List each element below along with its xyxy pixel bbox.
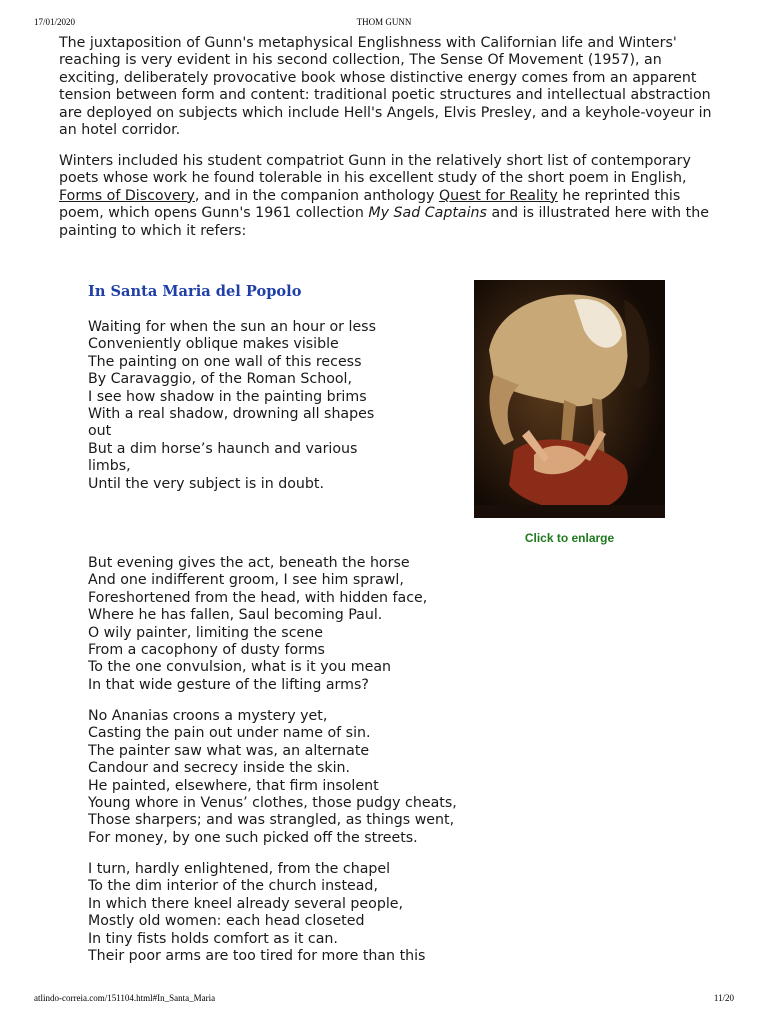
- poem-stanza-2: But evening gives the act, beneath the horse And one indifferent groom, I see him sprawl, Foreshortened from the head, with hidden face, Where he has fallen, Saul becoming Paul. O wily painter, limiting the scene From a cacophony of dusty forms To the one convulsion, what is it you mean In that wide gesture of the lifting arms?: [88, 555, 428, 693]
- quest-for-reality-link[interactable]: Quest for Reality: [438, 187, 558, 204]
- forms-of-discovery-link[interactable]: Forms of Discovery: [59, 187, 195, 204]
- poem-title: In Santa Maria del Popolo: [88, 283, 302, 300]
- source-url: atlindo-correia.com/151104.html#In_Santa_Maria: [34, 993, 216, 1003]
- p2-text-c: he reprinted this poem, which opens Gunn's 1961 collection: [59, 187, 681, 222]
- page-number: 11/20: [713, 993, 734, 1003]
- caravaggio-painting-image[interactable]: [474, 280, 665, 518]
- p2-text-b: , and in the companion anthology: [194, 187, 439, 204]
- intro-paragraph-2: [59, 153, 719, 240]
- page-header-title: THOM GUNN: [356, 17, 412, 27]
- poem-stanza-3: No Ananias croons a mystery yet, Casting the pain out under name of sin. The painter saw what was, an alternate Candour and secrecy inside the skin. He painted, elsewhere, that firm insolent Young whore in Venus’ clothes, those pudgy cheats, Those sharpers; and was strangled, as things went, For money, by one such picked off the streets.: [88, 708, 457, 846]
- poem-stanza-1: Waiting for when the sun an hour or less Conveniently oblique makes visible The painting on one wall of this recess By Caravaggio, of the Roman School, I see how shadow in the painting brims With a real shadow, drowning all shapes out But a dim horse’s haunch and various limbs, Until the very subject is in doubt.: [88, 319, 376, 492]
- p2-text-d: and is illustrated here with the painting to which it refers:: [59, 205, 709, 239]
- poem-stanza-4: I turn, hardly enlightened, from the chapel To the dim interior of the church instead, In which there kneel already several people, Mostly old women: each head closeted In tiny fists holds comfort as it can. Their poor arms are too tired for more than this: [88, 861, 426, 965]
- intro-paragraph-1: The juxtaposition of Gunn's metaphysical Englishness with Californian life and Winters' reaching is very evident in his second collection, The Sense Of Movement (1957), an exciting, deliberately provocative book whose distinctive energy comes from an apparent tension between form and content: traditional poetic structures and intellectual abstraction are deployed on subjects which include Hell's Angels, Elvis Presley, and a keyhole-voyeur in an hotel corridor.: [59, 35, 712, 139]
- my-sad-captains-title: My Sad Captains: [368, 205, 487, 222]
- click-to-enlarge-caption[interactable]: Click to enlarge: [524, 531, 615, 545]
- print-date: 17/01/2020: [34, 17, 76, 27]
- p2-text-a: Winters included his student compatriot Gunn in the relatively short list of contemporary poets whose work he found tolerable in his excellent study of the short poem in English,: [59, 153, 691, 187]
